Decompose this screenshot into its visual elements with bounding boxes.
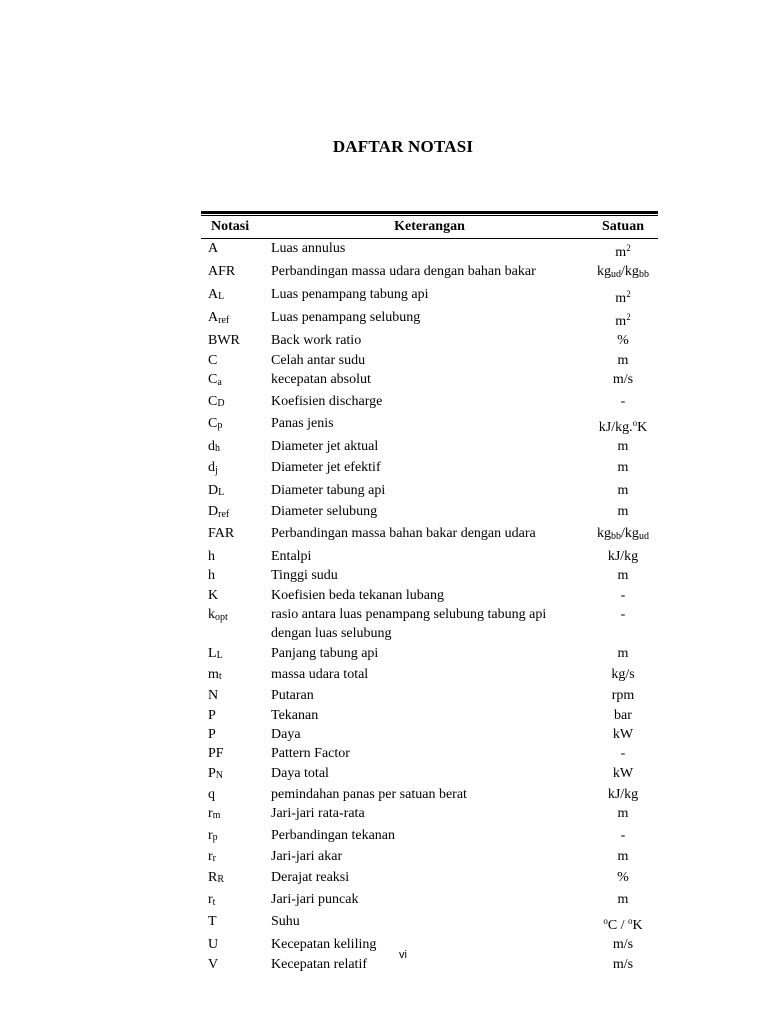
- notation-unit: [588, 826, 658, 845]
- unit-part: /kg: [621, 264, 639, 280]
- symbol-subscript: ref: [218, 509, 230, 521]
- unit-part: kg: [597, 264, 612, 280]
- notation-symbol: [201, 804, 271, 825]
- notation-symbol: [201, 644, 271, 665]
- description-line: Kecepatan keliling: [271, 937, 377, 953]
- table-row: [201, 331, 658, 350]
- notation-table: [201, 211, 658, 974]
- table-row: [201, 566, 658, 585]
- symbol-base: C: [208, 352, 218, 368]
- notation-symbol: [201, 686, 271, 705]
- notation-unit: [588, 605, 658, 624]
- notation-unit: [588, 308, 658, 331]
- unit-base: kW: [612, 765, 634, 781]
- notation-symbol: [201, 414, 271, 435]
- symbol-base: L: [208, 645, 217, 661]
- symbol-subscript: R: [217, 874, 225, 886]
- table-row: [201, 524, 658, 546]
- notation-description: [271, 547, 588, 566]
- notation-symbol: [201, 502, 271, 524]
- table-row: [201, 868, 658, 889]
- symbol-subscript: L: [218, 290, 225, 302]
- description-line: Jari-jari rata-rata: [271, 806, 365, 822]
- description-line: Daya: [271, 726, 301, 742]
- description-line: Pattern Factor: [271, 746, 350, 762]
- symbol-base: q: [208, 786, 215, 802]
- symbol-base: PF: [208, 746, 224, 762]
- symbol-base: D: [208, 504, 219, 520]
- symbol-base: A: [208, 310, 219, 326]
- description-line: Putaran: [271, 688, 314, 704]
- unit-base: m: [617, 645, 629, 661]
- notation-unit: [588, 665, 658, 684]
- notation-description: [271, 262, 588, 281]
- notation-unit: [588, 351, 658, 370]
- symbol-base: C: [208, 372, 218, 388]
- table-body: [201, 239, 658, 974]
- notation-unit: [588, 437, 658, 456]
- symbol-subscript: r: [212, 852, 217, 864]
- unit-base: -: [620, 827, 626, 843]
- description-line: Panas jenis: [271, 415, 334, 431]
- unit-base: %: [617, 333, 629, 349]
- symbol-subscript: N: [215, 769, 224, 781]
- notation-unit: [588, 912, 658, 935]
- unit-base: m: [617, 848, 629, 864]
- unit-base: kW: [612, 726, 634, 742]
- symbol-base: h: [208, 548, 215, 564]
- notation-description: [271, 785, 588, 804]
- unit-part: /kg: [621, 526, 639, 542]
- description-line: dengan luas selubung: [271, 626, 392, 642]
- notation-symbol: [201, 764, 271, 785]
- notation-symbol: [201, 239, 271, 258]
- unit-base: m: [615, 245, 627, 260]
- notation-symbol: [201, 744, 271, 763]
- description-line: Jari-jari puncak: [271, 891, 359, 907]
- notation-unit: [588, 524, 658, 546]
- notation-symbol: [201, 392, 271, 413]
- symbol-base: k: [208, 606, 215, 622]
- notation-symbol: [201, 706, 271, 725]
- notation-unit: [588, 890, 658, 909]
- unit-base: m/s: [612, 937, 634, 953]
- notation-description: [271, 764, 588, 783]
- symbol-subscript: m: [212, 810, 221, 822]
- notation-symbol: [201, 665, 271, 686]
- symbol-base: d: [208, 460, 215, 476]
- symbol-subscript: L: [216, 649, 223, 661]
- notation-unit: [588, 686, 658, 705]
- symbol-base: T: [208, 914, 217, 929]
- description-line: Entalpi: [271, 548, 312, 564]
- symbol-subscript: a: [217, 377, 222, 389]
- notation-description: [271, 331, 588, 350]
- description-line: Perbandingan massa bahan bakar dengan udara: [271, 526, 536, 542]
- notation-unit: [588, 804, 658, 823]
- notation-unit: [588, 262, 658, 284]
- page-number: vi: [399, 949, 407, 961]
- unit-superscript: 2: [626, 312, 631, 323]
- symbol-subscript: t: [218, 670, 222, 682]
- notation-description: [271, 644, 588, 663]
- table-row: [201, 912, 658, 935]
- notation-description: [271, 605, 588, 644]
- notation-unit: [588, 644, 658, 663]
- unit-base: -: [620, 606, 626, 622]
- notation-unit: [588, 744, 658, 763]
- unit-superscript: 2: [626, 243, 631, 253]
- unit-superscript: 2: [626, 288, 631, 299]
- table-row: [201, 890, 658, 912]
- unit-base: m: [617, 504, 629, 520]
- header-keterangan: Keterangan: [394, 219, 465, 234]
- table-row: [201, 351, 658, 370]
- unit-base: -: [620, 394, 626, 410]
- description-line: Back work ratio: [271, 333, 362, 349]
- table-row: [201, 644, 658, 665]
- page-title: DAFTAR NOTASI: [332, 137, 474, 156]
- description-line: kecepatan absolut: [271, 372, 371, 388]
- table-row: [201, 764, 658, 785]
- notation-unit: [588, 764, 658, 783]
- notation-description: [271, 847, 588, 866]
- symbol-subscript: t: [212, 896, 216, 908]
- description-line: massa udara total: [271, 666, 369, 682]
- notation-description: [271, 458, 588, 477]
- notation-symbol: [201, 605, 271, 627]
- notation-symbol: [201, 370, 271, 392]
- notation-symbol: [201, 826, 271, 847]
- notation-description: [271, 481, 588, 500]
- notation-description: [271, 437, 588, 456]
- notation-description: [271, 370, 588, 389]
- table-row: [201, 804, 658, 825]
- notation-unit: [588, 370, 658, 389]
- symbol-base: AFR: [208, 264, 236, 280]
- symbol-subscript: p: [217, 419, 223, 431]
- table-row: [201, 686, 658, 705]
- notation-symbol: [201, 547, 271, 566]
- notation-description: [271, 804, 588, 823]
- unit-base: %: [617, 870, 629, 886]
- notation-symbol: [201, 308, 271, 330]
- notation-unit: [588, 566, 658, 585]
- notation-unit: [588, 847, 658, 866]
- unit-part: K: [632, 918, 643, 933]
- unit-base: bar: [614, 707, 632, 723]
- notation-symbol: [201, 331, 271, 350]
- unit-part: C /: [607, 918, 629, 933]
- unit-part: ud: [638, 531, 649, 543]
- table-row: [201, 547, 658, 566]
- notation-symbol: [201, 285, 271, 306]
- table-row: [201, 414, 658, 437]
- unit-base: m: [617, 891, 629, 907]
- description-line: pemindahan panas per satuan berat: [271, 786, 467, 802]
- notation-unit: [588, 285, 658, 308]
- table-row: [201, 308, 658, 331]
- symbol-base: A: [208, 286, 219, 302]
- table-row: [201, 744, 658, 763]
- unit-base: -: [620, 587, 626, 603]
- table-row: [201, 239, 658, 262]
- notation-description: [271, 524, 588, 543]
- table-row: [201, 370, 658, 392]
- notation-symbol: [201, 351, 271, 370]
- description-line: Diameter jet aktual: [271, 439, 379, 455]
- description-line: Perbandingan massa udara dengan bahan bakar: [271, 264, 536, 280]
- notation-description: [271, 502, 588, 521]
- notation-symbol: [201, 437, 271, 458]
- table-row: [201, 725, 658, 744]
- symbol-base: FAR: [208, 526, 235, 542]
- description-line: Celah antar sudu: [271, 352, 366, 368]
- notation-symbol: [201, 566, 271, 585]
- table-row: [201, 502, 658, 524]
- notation-description: [271, 665, 588, 684]
- description-line: Derajat reaksi: [271, 870, 350, 886]
- symbol-subscript: opt: [215, 611, 228, 623]
- notation-description: [271, 725, 588, 744]
- notation-description: [271, 285, 588, 304]
- description-line: Diameter jet efektif: [271, 460, 381, 476]
- symbol-base: h: [208, 568, 215, 584]
- notation-description: [271, 414, 588, 433]
- symbol-base: r: [208, 806, 213, 822]
- notation-unit: [588, 458, 658, 477]
- notation-symbol: [201, 524, 271, 543]
- notation-unit: [588, 331, 658, 350]
- description-line: Luas annulus: [271, 241, 346, 256]
- unit-base: m: [617, 460, 629, 476]
- unit-base: m: [617, 568, 629, 584]
- unit-base: m: [617, 806, 629, 822]
- description-line: Daya total: [271, 765, 329, 781]
- unit-part: o: [632, 417, 638, 428]
- description-line: Koefisien beda tekanan lubang: [271, 587, 444, 603]
- unit-base: m/s: [612, 956, 634, 972]
- symbol-base: U: [208, 937, 219, 953]
- notation-description: [271, 868, 588, 887]
- symbol-base: P: [208, 726, 216, 742]
- table-row: [201, 605, 658, 644]
- notation-symbol: [201, 890, 271, 912]
- notation-description: [271, 351, 588, 370]
- table-row: [201, 826, 658, 847]
- description-line: Kecepatan relatif: [271, 956, 367, 972]
- unit-part: K: [637, 419, 648, 435]
- symbol-base: C: [208, 394, 218, 410]
- description-line: Suhu: [271, 914, 300, 929]
- symbol-base: R: [208, 870, 218, 886]
- unit-base: kJ/kg: [607, 786, 639, 802]
- unit-base: -: [620, 746, 626, 762]
- notation-unit: [588, 502, 658, 521]
- notation-symbol: [201, 847, 271, 868]
- unit-part: o: [628, 916, 633, 926]
- notation-description: [271, 706, 588, 725]
- description-line: Diameter selubung: [271, 504, 378, 520]
- unit-part: kg: [597, 526, 612, 542]
- symbol-base: C: [208, 415, 218, 431]
- notation-unit: [588, 547, 658, 566]
- unit-part: ud: [611, 269, 622, 281]
- notation-symbol: [201, 481, 271, 502]
- unit-part: bb: [638, 269, 649, 281]
- notation-unit: [588, 785, 658, 804]
- notation-description: [271, 566, 588, 585]
- notation-symbol: [201, 725, 271, 744]
- description-line: Panjang tabung api: [271, 645, 379, 661]
- description-line: Diameter tabung api: [271, 482, 386, 498]
- description-line: rasio antara luas penampang selubung tabung api: [271, 606, 547, 622]
- symbol-base: r: [208, 848, 213, 864]
- symbol-base: m: [208, 666, 219, 682]
- table-row: [201, 706, 658, 725]
- symbol-base: r: [208, 827, 213, 843]
- notation-unit: [588, 414, 658, 437]
- symbol-base: d: [208, 439, 215, 455]
- notation-unit: [588, 725, 658, 744]
- notation-description: [271, 686, 588, 705]
- notation-symbol: [201, 262, 271, 281]
- table-row: [201, 392, 658, 413]
- notation-unit: [588, 392, 658, 411]
- description-line: Luas penampang selubung: [271, 310, 421, 326]
- table-header: [201, 216, 658, 238]
- symbol-base: r: [208, 891, 213, 907]
- symbol-base: P: [208, 707, 216, 723]
- symbol-base: A: [208, 241, 219, 256]
- symbol-base: K: [208, 587, 219, 603]
- table-row: [201, 586, 658, 605]
- notation-description: [271, 586, 588, 605]
- table-row: [201, 262, 658, 284]
- symbol-base: BWR: [208, 333, 240, 349]
- header-notasi: Notasi: [211, 219, 250, 234]
- notation-unit: [588, 868, 658, 887]
- table-row: [201, 481, 658, 502]
- unit-base: m/s: [612, 372, 634, 388]
- notation-symbol: [201, 868, 271, 889]
- unit-part: o: [603, 916, 608, 926]
- notation-description: [271, 392, 588, 411]
- unit-base: m: [615, 314, 627, 330]
- unit-base: kg/s: [611, 666, 635, 682]
- unit-part: kJ/kg.: [598, 419, 633, 435]
- symbol-base: P: [208, 765, 216, 781]
- unit-base: m: [617, 482, 629, 498]
- table-row: [201, 285, 658, 308]
- notation-description: [271, 912, 588, 931]
- notation-symbol: [201, 586, 271, 605]
- unit-base: m: [617, 439, 629, 455]
- notation-unit: [588, 706, 658, 725]
- notation-unit: [588, 586, 658, 605]
- symbol-subscript: D: [217, 398, 225, 410]
- notation-description: [271, 826, 588, 845]
- symbol-subscript: L: [218, 486, 225, 498]
- description-line: Tinggi sudu: [271, 568, 338, 584]
- header-satuan: Satuan: [601, 219, 645, 234]
- unit-base: m: [615, 290, 627, 306]
- symbol-subscript: j: [215, 465, 218, 477]
- notation-symbol: [201, 458, 271, 480]
- description-line: Koefisien discharge: [271, 394, 383, 410]
- notation-description: [271, 308, 588, 327]
- symbol-subscript: ref: [218, 315, 230, 327]
- symbol-base: V: [208, 956, 219, 972]
- notation-description: [271, 890, 588, 909]
- table-row: [201, 847, 658, 868]
- table-row: [201, 665, 658, 686]
- notation-symbol: [201, 785, 271, 804]
- symbol-subscript: h: [215, 443, 220, 455]
- symbol-base: N: [208, 688, 219, 704]
- unit-base: m: [617, 352, 629, 368]
- table-row: [201, 785, 658, 804]
- unit-base: rpm: [611, 688, 635, 704]
- symbol-base: D: [208, 482, 219, 498]
- notation-description: [271, 239, 588, 258]
- table-row: [201, 458, 658, 480]
- notation-unit: [588, 481, 658, 500]
- table-row: [201, 437, 658, 458]
- description-line: Luas penampang tabung api: [271, 286, 429, 302]
- description-line: Perbandingan tekanan: [271, 827, 396, 843]
- description-line: Jari-jari akar: [271, 848, 343, 864]
- notation-unit: [588, 239, 658, 262]
- unit-part: bb: [611, 531, 622, 543]
- notation-description: [271, 744, 588, 763]
- notation-symbol: [201, 912, 271, 931]
- symbol-subscript: p: [212, 831, 218, 843]
- description-line: Tekanan: [271, 707, 319, 723]
- unit-base: kJ/kg: [607, 548, 639, 564]
